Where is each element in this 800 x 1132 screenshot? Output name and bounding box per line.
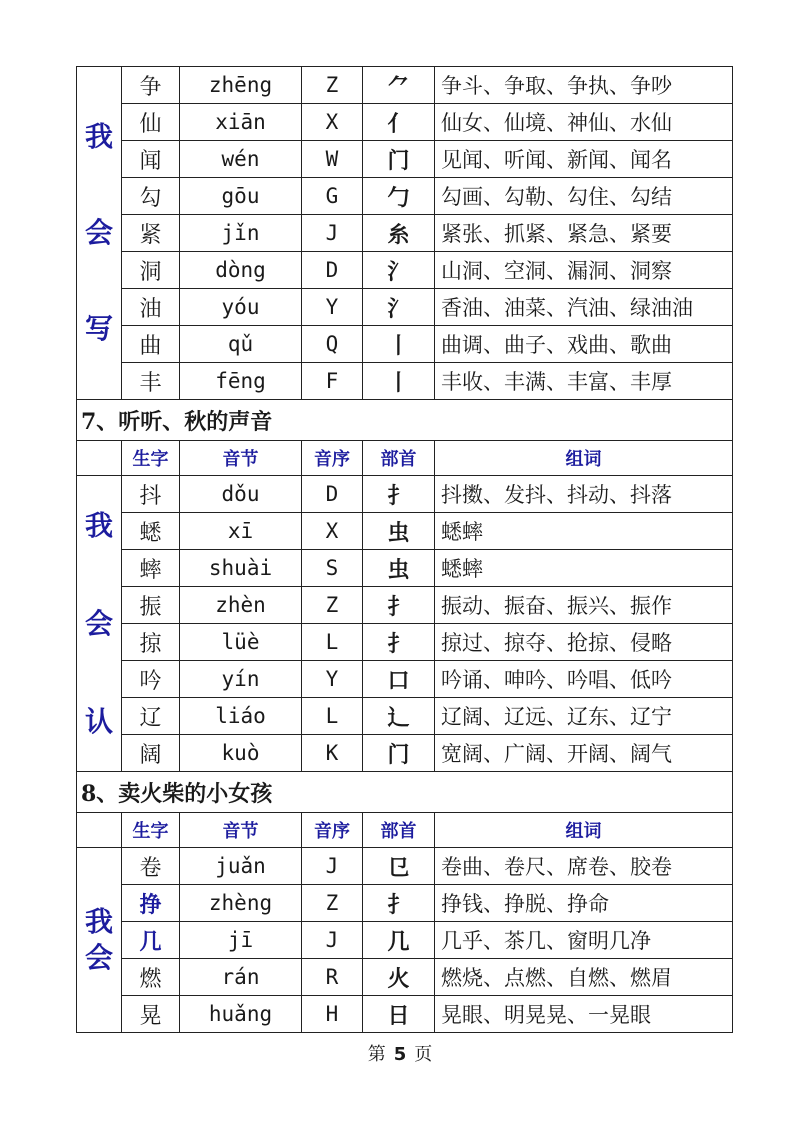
table-row: [77, 698, 733, 735]
label-char: 认: [84, 704, 113, 738]
radical-cell: 门: [363, 735, 435, 772]
table-row: [77, 959, 733, 996]
table-row: [77, 513, 733, 550]
character-cell: 挣: [122, 885, 180, 922]
radical-cell: 氵: [363, 252, 435, 289]
words-cell: 挣钱、挣脱、挣命: [435, 885, 733, 922]
radical-cell: 㔾: [363, 848, 435, 885]
pinyin-cell: xiān: [180, 104, 302, 141]
letter-cell: J: [302, 922, 363, 959]
page-number: 5: [393, 1044, 407, 1065]
character-cell: 辽: [122, 698, 180, 735]
words-cell: 晃眼、明晃晃、一晃眼: [435, 996, 733, 1033]
label-char: 我: [84, 508, 113, 542]
radical-cell: 扌: [363, 476, 435, 513]
table-row: [77, 885, 733, 922]
pinyin-cell: huǎng: [180, 996, 302, 1033]
label-char: 会: [84, 606, 113, 640]
character-cell: 洞: [122, 252, 180, 289]
section6-label: [77, 67, 122, 400]
table-row: [77, 922, 733, 959]
words-cell: 仙女、仙境、神仙、水仙: [435, 104, 733, 141]
pinyin-cell: yín: [180, 661, 302, 698]
table-row: [77, 252, 733, 289]
character-cell: 油: [122, 289, 180, 326]
pinyin-cell: xī: [180, 513, 302, 550]
footer-prefix: 第: [367, 1044, 386, 1065]
radical-cell: 勹: [363, 178, 435, 215]
character-cell: 勾: [122, 178, 180, 215]
character-cell: 蟋: [122, 513, 180, 550]
pinyin-cell: dòng: [180, 252, 302, 289]
section8-title: 8、卖火柴的小女孩: [77, 772, 733, 813]
table-row: [77, 104, 733, 141]
radical-cell: 几: [363, 922, 435, 959]
label-char: 我: [84, 904, 113, 938]
words-cell: 掠过、掠夺、抢掠、侵略: [435, 624, 733, 661]
table-row: [77, 178, 733, 215]
pinyin-cell: liáo: [180, 698, 302, 735]
words-cell: 几乎、茶几、窗明几净: [435, 922, 733, 959]
character-cell: 争: [122, 67, 180, 104]
radical-cell: 糸: [363, 215, 435, 252]
table-row: [77, 215, 733, 252]
pinyin-cell: rán: [180, 959, 302, 996]
section-title-row: [77, 400, 733, 441]
character-cell: 曲: [122, 326, 180, 363]
pinyin-cell: zhèng: [180, 885, 302, 922]
pinyin-cell: lüè: [180, 624, 302, 661]
letter-cell: X: [302, 104, 363, 141]
letter-cell: Y: [302, 289, 363, 326]
table-row: [77, 141, 733, 178]
section-title-row: [77, 772, 733, 813]
letter-cell: L: [302, 624, 363, 661]
character-cell: 蟀: [122, 550, 180, 587]
words-cell: 勾画、勾勒、勾住、勾结: [435, 178, 733, 215]
letter-cell: Z: [302, 885, 363, 922]
table-row: [77, 848, 733, 885]
letter-cell: Z: [302, 67, 363, 104]
character-cell: 晃: [122, 996, 180, 1033]
letter-cell: K: [302, 735, 363, 772]
letter-cell: W: [302, 141, 363, 178]
words-cell: 见闻、听闻、新闻、闻名: [435, 141, 733, 178]
table-row: [77, 550, 733, 587]
radical-cell: ⺈: [363, 67, 435, 104]
header-char: 生字: [122, 813, 180, 848]
letter-cell: J: [302, 848, 363, 885]
section8-label: [77, 848, 122, 1033]
header-row: [77, 813, 733, 848]
pinyin-cell: dǒu: [180, 476, 302, 513]
label-char: 会: [84, 216, 113, 249]
radical-cell: 丨: [363, 363, 435, 400]
words-cell: 蟋蟀: [435, 550, 733, 587]
header-blank: [77, 441, 122, 476]
character-cell: 卷: [122, 848, 180, 885]
table-row: [77, 624, 733, 661]
words-cell: 蟋蟀: [435, 513, 733, 550]
letter-cell: X: [302, 513, 363, 550]
header-letter: 音序: [302, 441, 363, 476]
letter-cell: F: [302, 363, 363, 400]
pinyin-cell: kuò: [180, 735, 302, 772]
radical-cell: 虫: [363, 513, 435, 550]
words-cell: 振动、振奋、振兴、振作: [435, 587, 733, 624]
footer-suffix: 页: [414, 1044, 433, 1065]
character-cell: 抖: [122, 476, 180, 513]
character-cell: 吟: [122, 661, 180, 698]
radical-cell: 氵: [363, 289, 435, 326]
header-words: 组词: [435, 813, 733, 848]
table-row: [77, 735, 733, 772]
pinyin-cell: qǔ: [180, 326, 302, 363]
radical-cell: 火: [363, 959, 435, 996]
table-row: [77, 587, 733, 624]
letter-cell: G: [302, 178, 363, 215]
radical-cell: 扌: [363, 624, 435, 661]
table-row: [77, 67, 733, 104]
table-row: [77, 363, 733, 400]
letter-cell: L: [302, 698, 363, 735]
words-cell: 争斗、争取、争执、争吵: [435, 67, 733, 104]
pinyin-cell: juǎn: [180, 848, 302, 885]
pinyin-cell: wén: [180, 141, 302, 178]
radical-cell: 日: [363, 996, 435, 1033]
section7-title: 7、听听、秋的声音: [77, 400, 733, 441]
radical-cell: 口: [363, 661, 435, 698]
character-cell: 紧: [122, 215, 180, 252]
table-row: [77, 476, 733, 513]
letter-cell: D: [302, 476, 363, 513]
character-cell: 仙: [122, 104, 180, 141]
header-letter: 音序: [302, 813, 363, 848]
letter-cell: H: [302, 996, 363, 1033]
header-pinyin: 音节: [180, 441, 302, 476]
page-footer: [0, 1040, 800, 1066]
label-char: 我: [84, 120, 113, 153]
header-pinyin: 音节: [180, 813, 302, 848]
words-cell: 燃烧、点燃、自燃、燃眉: [435, 959, 733, 996]
table-row: [77, 661, 733, 698]
character-cell: 燃: [122, 959, 180, 996]
character-cell: 掠: [122, 624, 180, 661]
words-cell: 吟诵、呻吟、吟唱、低吟: [435, 661, 733, 698]
header-words: 组词: [435, 441, 733, 476]
pinyin-cell: fēng: [180, 363, 302, 400]
table-row: [77, 326, 733, 363]
table-row: [77, 996, 733, 1033]
pinyin-cell: gōu: [180, 178, 302, 215]
header-radical: 部首: [363, 813, 435, 848]
words-cell: 紧张、抓紧、紧急、紧要: [435, 215, 733, 252]
character-cell: 几: [122, 922, 180, 959]
header-radical: 部首: [363, 441, 435, 476]
radical-cell: 扌: [363, 885, 435, 922]
header-row: [77, 441, 733, 476]
letter-cell: S: [302, 550, 363, 587]
letter-cell: Y: [302, 661, 363, 698]
words-cell: 香油、油菜、汽油、绿油油: [435, 289, 733, 326]
radical-cell: 亻: [363, 104, 435, 141]
radical-cell: 辶: [363, 698, 435, 735]
words-cell: 卷曲、卷尺、席卷、胶卷: [435, 848, 733, 885]
letter-cell: Q: [302, 326, 363, 363]
character-cell: 阔: [122, 735, 180, 772]
radical-cell: 门: [363, 141, 435, 178]
words-cell: 曲调、曲子、戏曲、歌曲: [435, 326, 733, 363]
letter-cell: Z: [302, 587, 363, 624]
pinyin-cell: zhèn: [180, 587, 302, 624]
letter-cell: J: [302, 215, 363, 252]
pinyin-cell: yóu: [180, 289, 302, 326]
radical-cell: 丨: [363, 326, 435, 363]
pinyin-cell: shuài: [180, 550, 302, 587]
label-char: 写: [84, 312, 113, 345]
pinyin-cell: jǐn: [180, 215, 302, 252]
radical-cell: 虫: [363, 550, 435, 587]
pinyin-cell: jī: [180, 922, 302, 959]
radical-cell: 扌: [363, 587, 435, 624]
words-cell: 宽阔、广阔、开阔、阔气: [435, 735, 733, 772]
header-blank: [77, 813, 122, 848]
character-cell: 闻: [122, 141, 180, 178]
letter-cell: D: [302, 252, 363, 289]
label-char: 会: [84, 941, 113, 974]
pinyin-cell: zhēng: [180, 67, 302, 104]
words-cell: 山洞、空洞、漏洞、洞察: [435, 252, 733, 289]
character-cell: 振: [122, 587, 180, 624]
character-cell: 丰: [122, 363, 180, 400]
letter-cell: R: [302, 959, 363, 996]
words-cell: 抖擞、发抖、抖动、抖落: [435, 476, 733, 513]
words-cell: 辽阔、辽远、辽东、辽宁: [435, 698, 733, 735]
vocab-table: [76, 66, 733, 1033]
header-char: 生字: [122, 441, 180, 476]
section7-label: [77, 476, 122, 772]
table-row: [77, 289, 733, 326]
words-cell: 丰收、丰满、丰富、丰厚: [435, 363, 733, 400]
